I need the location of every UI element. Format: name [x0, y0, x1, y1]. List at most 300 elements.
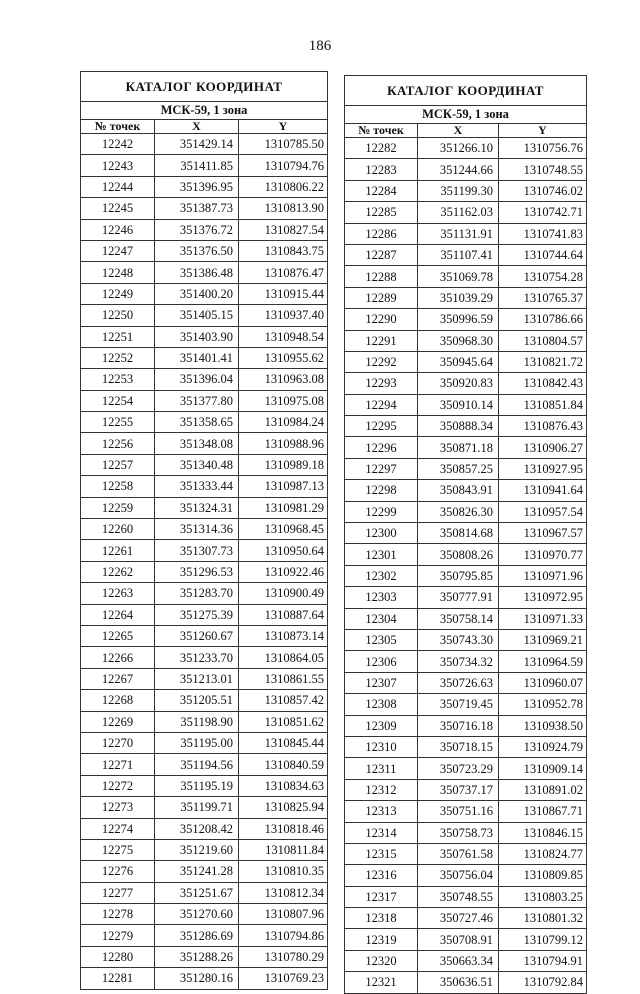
- x-coordinate-cell: 350718.15: [418, 736, 499, 757]
- table-row: [81, 904, 328, 925]
- y-coordinate-cell: 1310941.64: [499, 480, 587, 501]
- y-coordinate-cell: 1310970.77: [499, 544, 587, 565]
- x-coordinate-cell: 351208.42: [155, 818, 239, 839]
- x-coordinate-cell: 350716.18: [418, 715, 499, 736]
- y-coordinate-cell: 1310801.32: [499, 908, 587, 929]
- y-coordinate-cell: 1310804.57: [499, 330, 587, 351]
- point-number-cell: 12317: [345, 886, 418, 907]
- x-coordinate-cell: 351314.36: [155, 519, 239, 540]
- y-coordinate-cell: 1310756.76: [499, 138, 587, 159]
- table-row: [81, 732, 328, 753]
- table-row: [345, 736, 587, 757]
- coordinate-catalog-table-left: [80, 71, 328, 990]
- table-row: [81, 519, 328, 540]
- y-coordinate-cell: 1310742.71: [499, 202, 587, 223]
- table-row: [345, 501, 587, 522]
- y-coordinate-cell: 1310864.05: [239, 647, 328, 668]
- x-coordinate-cell: 351205.51: [155, 690, 239, 711]
- column-header-point-number: № точек: [345, 124, 418, 138]
- table-row: [345, 544, 587, 565]
- point-number-cell: 12294: [345, 394, 418, 415]
- x-coordinate-cell: 351340.48: [155, 454, 239, 475]
- point-number-cell: 12267: [81, 668, 155, 689]
- x-coordinate-cell: 350920.83: [418, 373, 499, 394]
- x-coordinate-cell: 350808.26: [418, 544, 499, 565]
- point-number-cell: 12318: [345, 908, 418, 929]
- y-coordinate-cell: 1310857.42: [239, 690, 328, 711]
- y-coordinate-cell: 1310792.84: [499, 972, 587, 993]
- table-row: [81, 390, 328, 411]
- point-number-cell: 12307: [345, 672, 418, 693]
- table-row: [345, 458, 587, 479]
- point-number-cell: 12313: [345, 801, 418, 822]
- point-number-cell: 12300: [345, 523, 418, 544]
- x-coordinate-cell: 351069.78: [418, 266, 499, 287]
- table-row: [81, 476, 328, 497]
- point-number-cell: 12253: [81, 369, 155, 390]
- point-number-cell: 12296: [345, 437, 418, 458]
- point-number-cell: 12245: [81, 198, 155, 219]
- y-coordinate-cell: 1310876.47: [239, 262, 328, 283]
- y-coordinate-cell: 1310794.91: [499, 950, 587, 971]
- point-number-cell: 12247: [81, 240, 155, 261]
- x-coordinate-cell: 351266.10: [418, 138, 499, 159]
- y-coordinate-cell: 1310834.63: [239, 775, 328, 796]
- y-coordinate-cell: 1310811.84: [239, 839, 328, 860]
- x-coordinate-cell: 351213.01: [155, 668, 239, 689]
- point-number-cell: 12256: [81, 433, 155, 454]
- x-coordinate-cell: 350814.68: [418, 523, 499, 544]
- x-coordinate-cell: 350795.85: [418, 565, 499, 586]
- y-coordinate-cell: 1310851.84: [499, 394, 587, 415]
- x-coordinate-cell: 351333.44: [155, 476, 239, 497]
- point-number-cell: 12252: [81, 347, 155, 368]
- point-number-cell: 12259: [81, 497, 155, 518]
- table-row: [81, 711, 328, 732]
- x-coordinate-cell: 351275.39: [155, 604, 239, 625]
- table-row: [345, 223, 587, 244]
- point-number-cell: 12266: [81, 647, 155, 668]
- table-row: [81, 839, 328, 860]
- table-row: [81, 968, 328, 989]
- table-row: [345, 694, 587, 715]
- point-number-cell: 12321: [345, 972, 418, 993]
- y-coordinate-cell: 1310981.29: [239, 497, 328, 518]
- y-coordinate-cell: 1310851.62: [239, 711, 328, 732]
- y-coordinate-cell: 1310906.27: [499, 437, 587, 458]
- y-coordinate-cell: 1310968.45: [239, 519, 328, 540]
- x-coordinate-cell: 350727.46: [418, 908, 499, 929]
- point-number-cell: 12306: [345, 651, 418, 672]
- x-coordinate-cell: 350734.32: [418, 651, 499, 672]
- y-coordinate-cell: 1310861.55: [239, 668, 328, 689]
- point-number-cell: 12303: [345, 587, 418, 608]
- y-coordinate-cell: 1310824.77: [499, 843, 587, 864]
- y-coordinate-cell: 1310843.75: [239, 240, 328, 261]
- table-row: [81, 176, 328, 197]
- point-number-cell: 12269: [81, 711, 155, 732]
- y-coordinate-cell: 1310887.64: [239, 604, 328, 625]
- table-row: [345, 587, 587, 608]
- x-coordinate-cell: 351396.04: [155, 369, 239, 390]
- table-row: [81, 583, 328, 604]
- x-coordinate-cell: 351199.71: [155, 797, 239, 818]
- x-coordinate-cell: 350743.30: [418, 629, 499, 650]
- x-coordinate-cell: 351233.70: [155, 647, 239, 668]
- x-coordinate-cell: 351348.08: [155, 433, 239, 454]
- x-coordinate-cell: 351358.65: [155, 412, 239, 433]
- point-number-cell: 12281: [81, 968, 155, 989]
- y-coordinate-cell: 1310948.54: [239, 326, 328, 347]
- table-row: [81, 283, 328, 304]
- y-coordinate-cell: 1310955.62: [239, 347, 328, 368]
- table-row: [345, 629, 587, 650]
- table-row: [81, 369, 328, 390]
- point-number-cell: 12319: [345, 929, 418, 950]
- x-coordinate-cell: 351195.19: [155, 775, 239, 796]
- point-number-cell: 12293: [345, 373, 418, 394]
- table-row: [81, 326, 328, 347]
- y-coordinate-cell: 1310900.49: [239, 583, 328, 604]
- x-coordinate-cell: 351403.90: [155, 326, 239, 347]
- point-number-cell: 12277: [81, 882, 155, 903]
- point-number-cell: 12295: [345, 416, 418, 437]
- point-number-cell: 12262: [81, 561, 155, 582]
- x-coordinate-cell: 350748.55: [418, 886, 499, 907]
- point-number-cell: 12257: [81, 454, 155, 475]
- point-number-cell: 12280: [81, 946, 155, 967]
- point-number-cell: 12291: [345, 330, 418, 351]
- table-row: [345, 822, 587, 843]
- y-coordinate-cell: 1310818.46: [239, 818, 328, 839]
- y-coordinate-cell: 1310922.46: [239, 561, 328, 582]
- y-coordinate-cell: 1310891.02: [499, 779, 587, 800]
- x-coordinate-cell: 351401.41: [155, 347, 239, 368]
- point-number-cell: 12299: [345, 501, 418, 522]
- point-number-cell: 12310: [345, 736, 418, 757]
- table-row: [81, 946, 328, 967]
- column-header-x: X: [155, 120, 239, 134]
- y-coordinate-cell: 1310786.66: [499, 309, 587, 330]
- x-coordinate-cell: 351377.80: [155, 390, 239, 411]
- y-coordinate-cell: 1310924.79: [499, 736, 587, 757]
- y-coordinate-cell: 1310825.94: [239, 797, 328, 818]
- point-number-cell: 12255: [81, 412, 155, 433]
- y-coordinate-cell: 1310809.85: [499, 865, 587, 886]
- point-number-cell: 12279: [81, 925, 155, 946]
- y-coordinate-cell: 1310840.59: [239, 754, 328, 775]
- x-coordinate-cell: 351251.67: [155, 882, 239, 903]
- point-number-cell: 12308: [345, 694, 418, 715]
- point-number-cell: 12250: [81, 305, 155, 326]
- y-coordinate-cell: 1310972.95: [499, 587, 587, 608]
- point-number-cell: 12268: [81, 690, 155, 711]
- table-row: [81, 262, 328, 283]
- x-coordinate-cell: 350737.17: [418, 779, 499, 800]
- table-row: [81, 198, 328, 219]
- x-coordinate-cell: 350996.59: [418, 309, 499, 330]
- table-row: [345, 929, 587, 950]
- x-coordinate-cell: 350751.16: [418, 801, 499, 822]
- x-coordinate-cell: 351429.14: [155, 134, 239, 155]
- x-coordinate-cell: 350888.34: [418, 416, 499, 437]
- x-coordinate-cell: 351270.60: [155, 904, 239, 925]
- point-number-cell: 12271: [81, 754, 155, 775]
- y-coordinate-cell: 1310810.35: [239, 861, 328, 882]
- point-number-cell: 12298: [345, 480, 418, 501]
- point-number-cell: 12242: [81, 134, 155, 155]
- table-row: [345, 309, 587, 330]
- table-row: [81, 861, 328, 882]
- x-coordinate-cell: 350758.73: [418, 822, 499, 843]
- x-coordinate-cell: 350968.30: [418, 330, 499, 351]
- point-number-cell: 12315: [345, 843, 418, 864]
- table-row: [81, 305, 328, 326]
- table-row: [345, 159, 587, 180]
- y-coordinate-cell: 1310984.24: [239, 412, 328, 433]
- point-number-cell: 12244: [81, 176, 155, 197]
- y-coordinate-cell: 1310938.50: [499, 715, 587, 736]
- point-number-cell: 12251: [81, 326, 155, 347]
- table-row: [345, 480, 587, 501]
- x-coordinate-cell: 350663.34: [418, 950, 499, 971]
- table-row: [81, 668, 328, 689]
- table-row: [81, 775, 328, 796]
- x-coordinate-cell: 351307.73: [155, 540, 239, 561]
- x-coordinate-cell: 351400.20: [155, 283, 239, 304]
- y-coordinate-cell: 1310806.22: [239, 176, 328, 197]
- point-number-cell: 12289: [345, 287, 418, 308]
- y-coordinate-cell: 1310960.07: [499, 672, 587, 693]
- point-number-cell: 12248: [81, 262, 155, 283]
- table-row: [81, 625, 328, 646]
- y-coordinate-cell: 1310967.57: [499, 523, 587, 544]
- point-number-cell: 12274: [81, 818, 155, 839]
- x-coordinate-cell: 350843.91: [418, 480, 499, 501]
- page-number: 186: [308, 38, 332, 54]
- x-coordinate-cell: 351219.60: [155, 839, 239, 860]
- column-header-y: Y: [239, 120, 328, 134]
- y-coordinate-cell: 1310746.02: [499, 180, 587, 201]
- x-coordinate-cell: 351107.41: [418, 244, 499, 265]
- table-row: [81, 134, 328, 155]
- x-coordinate-cell: 350719.45: [418, 694, 499, 715]
- table-row: [345, 651, 587, 672]
- point-number-cell: 12285: [345, 202, 418, 223]
- table-row: [345, 779, 587, 800]
- y-coordinate-cell: 1310845.44: [239, 732, 328, 753]
- column-header-point-number: № точек: [81, 120, 155, 134]
- y-coordinate-cell: 1310748.55: [499, 159, 587, 180]
- table-row: [81, 925, 328, 946]
- x-coordinate-cell: 351324.31: [155, 497, 239, 518]
- y-coordinate-cell: 1310876.43: [499, 416, 587, 437]
- table-row: [345, 672, 587, 693]
- x-coordinate-cell: 350636.51: [418, 972, 499, 993]
- table-title: КАТАЛОГ КООРДИНАТ: [81, 72, 328, 102]
- y-coordinate-cell: 1310989.18: [239, 454, 328, 475]
- point-number-cell: 12316: [345, 865, 418, 886]
- table-row: [345, 865, 587, 886]
- point-number-cell: 12265: [81, 625, 155, 646]
- point-number-cell: 12278: [81, 904, 155, 925]
- y-coordinate-cell: 1310909.14: [499, 758, 587, 779]
- point-number-cell: 12264: [81, 604, 155, 625]
- y-coordinate-cell: 1310971.33: [499, 608, 587, 629]
- y-coordinate-cell: 1310794.76: [239, 155, 328, 176]
- x-coordinate-cell: 351244.66: [418, 159, 499, 180]
- x-coordinate-cell: 351283.70: [155, 583, 239, 604]
- point-number-cell: 12297: [345, 458, 418, 479]
- y-coordinate-cell: 1310964.59: [499, 651, 587, 672]
- point-number-cell: 12261: [81, 540, 155, 561]
- y-coordinate-cell: 1310957.54: [499, 501, 587, 522]
- point-number-cell: 12286: [345, 223, 418, 244]
- table-row: [345, 523, 587, 544]
- x-coordinate-cell: 351376.50: [155, 240, 239, 261]
- point-number-cell: 12249: [81, 283, 155, 304]
- point-number-cell: 12260: [81, 519, 155, 540]
- y-coordinate-cell: 1310799.12: [499, 929, 587, 950]
- table-row: [345, 758, 587, 779]
- column-header-y: Y: [499, 124, 587, 138]
- point-number-cell: 12284: [345, 180, 418, 201]
- x-coordinate-cell: 351198.90: [155, 711, 239, 732]
- y-coordinate-cell: 1310950.64: [239, 540, 328, 561]
- table-row: [345, 351, 587, 372]
- x-coordinate-cell: 351280.16: [155, 968, 239, 989]
- table-row: [345, 266, 587, 287]
- x-coordinate-cell: 350723.29: [418, 758, 499, 779]
- y-coordinate-cell: 1310873.14: [239, 625, 328, 646]
- table-row: [345, 330, 587, 351]
- x-coordinate-cell: 351387.73: [155, 198, 239, 219]
- table-row: [345, 843, 587, 864]
- table-row: [345, 180, 587, 201]
- point-number-cell: 12258: [81, 476, 155, 497]
- x-coordinate-cell: 351376.72: [155, 219, 239, 240]
- table-row: [81, 219, 328, 240]
- y-coordinate-cell: 1310794.86: [239, 925, 328, 946]
- x-coordinate-cell: 350758.14: [418, 608, 499, 629]
- point-number-cell: 12312: [345, 779, 418, 800]
- table-row: [81, 433, 328, 454]
- table-row: [345, 565, 587, 586]
- table-row: [345, 394, 587, 415]
- point-number-cell: 12263: [81, 583, 155, 604]
- x-coordinate-cell: 350871.18: [418, 437, 499, 458]
- y-coordinate-cell: 1310769.23: [239, 968, 328, 989]
- table-row: [81, 155, 328, 176]
- table-row: [81, 497, 328, 518]
- point-number-cell: 12305: [345, 629, 418, 650]
- point-number-cell: 12302: [345, 565, 418, 586]
- coordinate-system-zone: МСК-59, 1 зона: [345, 106, 587, 124]
- table-row: [81, 604, 328, 625]
- y-coordinate-cell: 1310754.28: [499, 266, 587, 287]
- y-coordinate-cell: 1310971.96: [499, 565, 587, 586]
- y-coordinate-cell: 1310780.29: [239, 946, 328, 967]
- y-coordinate-cell: 1310952.78: [499, 694, 587, 715]
- point-number-cell: 12270: [81, 732, 155, 753]
- y-coordinate-cell: 1310813.90: [239, 198, 328, 219]
- point-number-cell: 12243: [81, 155, 155, 176]
- table-row: [345, 244, 587, 265]
- table-row: [345, 972, 587, 993]
- table-row: [345, 801, 587, 822]
- table-row: [81, 412, 328, 433]
- point-number-cell: 12275: [81, 839, 155, 860]
- y-coordinate-cell: 1310807.96: [239, 904, 328, 925]
- table-row: [345, 908, 587, 929]
- x-coordinate-cell: 351194.56: [155, 754, 239, 775]
- x-coordinate-cell: 351288.26: [155, 946, 239, 967]
- table-row: [345, 138, 587, 159]
- x-coordinate-cell: 350726.63: [418, 672, 499, 693]
- x-coordinate-cell: 350777.91: [418, 587, 499, 608]
- table-row: [81, 347, 328, 368]
- point-number-cell: 12320: [345, 950, 418, 971]
- x-coordinate-cell: 351286.69: [155, 925, 239, 946]
- y-coordinate-cell: 1310803.25: [499, 886, 587, 907]
- point-number-cell: 12309: [345, 715, 418, 736]
- point-number-cell: 12301: [345, 544, 418, 565]
- table-row: [345, 373, 587, 394]
- table-row: [345, 950, 587, 971]
- table-row: [345, 886, 587, 907]
- x-coordinate-cell: 351241.28: [155, 861, 239, 882]
- table-row: [81, 818, 328, 839]
- x-coordinate-cell: 351195.00: [155, 732, 239, 753]
- y-coordinate-cell: 1310812.34: [239, 882, 328, 903]
- y-coordinate-cell: 1310987.13: [239, 476, 328, 497]
- x-coordinate-cell: 351405.15: [155, 305, 239, 326]
- table-row: [81, 647, 328, 668]
- table-row: [81, 797, 328, 818]
- y-coordinate-cell: 1310969.21: [499, 629, 587, 650]
- table-row: [81, 454, 328, 475]
- table-title: КАТАЛОГ КООРДИНАТ: [345, 76, 587, 106]
- y-coordinate-cell: 1310937.40: [239, 305, 328, 326]
- x-coordinate-cell: 350826.30: [418, 501, 499, 522]
- y-coordinate-cell: 1310915.44: [239, 283, 328, 304]
- y-coordinate-cell: 1310744.64: [499, 244, 587, 265]
- y-coordinate-cell: 1310765.37: [499, 287, 587, 308]
- x-coordinate-cell: 351260.67: [155, 625, 239, 646]
- y-coordinate-cell: 1310846.15: [499, 822, 587, 843]
- table-row: [345, 715, 587, 736]
- point-number-cell: 12290: [345, 309, 418, 330]
- coordinate-system-zone: МСК-59, 1 зона: [81, 102, 328, 120]
- y-coordinate-cell: 1310842.43: [499, 373, 587, 394]
- table-row: [81, 540, 328, 561]
- table-row: [345, 287, 587, 308]
- point-number-cell: 12314: [345, 822, 418, 843]
- point-number-cell: 12292: [345, 351, 418, 372]
- x-coordinate-cell: 350945.64: [418, 351, 499, 372]
- point-number-cell: 12311: [345, 758, 418, 779]
- column-header-x: X: [418, 124, 499, 138]
- table-row: [345, 202, 587, 223]
- point-number-cell: 12282: [345, 138, 418, 159]
- x-coordinate-cell: 351411.85: [155, 155, 239, 176]
- y-coordinate-cell: 1310963.08: [239, 369, 328, 390]
- table-row: [81, 561, 328, 582]
- x-coordinate-cell: 350761.58: [418, 843, 499, 864]
- y-coordinate-cell: 1310988.96: [239, 433, 328, 454]
- point-number-cell: 12288: [345, 266, 418, 287]
- x-coordinate-cell: 350910.14: [418, 394, 499, 415]
